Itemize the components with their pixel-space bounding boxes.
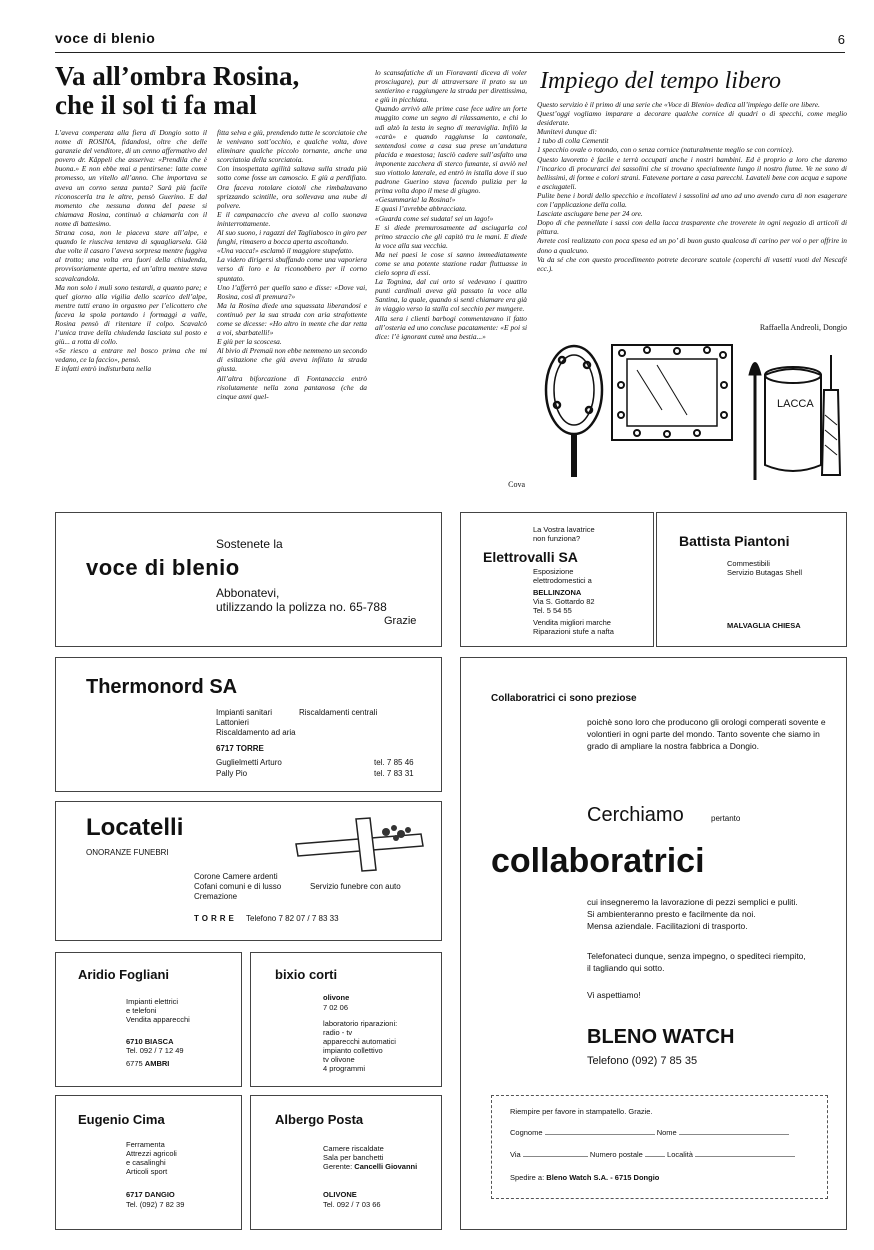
- ad-voce-brand: voce di blenio: [86, 555, 240, 580]
- paintbrush-icon: [749, 363, 761, 481]
- ad-bleno-watch: Collaboratrici ci sono preziose poichè sono loro che producono gli orologi comperati sovente e volontieri in ogni parte del mondo. Tanto sovente che siamo in grado di ampliare la nostra fabbrica a Dongio. Cerchiamo pertanto collaboratrici cui insegneremo la lavorazione di pezzi semplici e puliti. Si ambienteranno presto e facilmente da noi. Mensa aziendale. Facilitazioni di trasporto. Telefonateci dunque, senza impegno, o spediteci riempito, il tagliando qui sotto. Vi aspettiamo! BLENO WATCH Telefono (092) 7 85 35 Riempire per favore in stampatello. Grazie. Cognome Nome Via Numero postale Località Spedire a: Bleno Watch S.A. - 6715 Dongio: [460, 657, 847, 1230]
- hand-mirror-icon: [546, 346, 602, 477]
- ad-elettrovalli: La Vostra lavatrice non funziona? Elettrovalli SA Esposizione elettrodomestici a BELLINZONA Via S. Gottardo 82 Tel. 5 54 55 Vendita migliori marche Riparazioni stufe a nafta: [460, 512, 654, 647]
- craft-illustration: [537, 335, 847, 485]
- article-column-1: L’aveva comperata alla fiera di Dongio sotto il nome di ROSINA, fidandosi, oltre che delle garanzie del venditore, di un cenno affermativo del povero dr. Käppeli che asseriva: «Prendila che è buona.» E non ebbe mai a pentirsene: latte come promesso, un vitello all’anno. Che importava se aveva un corno senza punta? Sarà più facile riconoscerla tra le altre, pensò Guerino. E dal momento che nessuna donna del paese si chiamava Rosina, continuò a chiamarla con il nome di battesimo. Strana cosa, non le piaceva stare all’alpe, e quando le riusciva tentava di squagliarsela. Già due volte il casaro l’aveva sorpresa mentre fuggiva al trotto; una volta era fuori della chiudenda, provvisoriamente aperta, ed un’altra mentre stava scavalcandola. Ma non solo i muli sono testardi, a quanto pare; e quel giorno alla vigilia dello scarico dell’alpe, mentre tutti erano in orgasmo per l’elicottero che faceva la spola portando i formaggi a valle, Rosina pensò di ritentare il colpo. Scavalcò l’unica trave della chiudenda lasciata sul posto e giù... a rotta di collo. «Se riesco a entrare nel bosco prima che mi vedano, ce la faccio», pensò. E infatti entrò indisturbata nella: [55, 128, 207, 374]
- svg-text:LACCA: LACCA: [777, 398, 814, 410]
- ad-locatelli: Locatelli ONORANZE FUNEBRI Corone Camere ardenti Cofani comuni e di lusso Cremazione Servizio funebre con auto TORRE Telefono 7 82 07 / 7 83 33: [55, 801, 442, 941]
- street-field[interactable]: [523, 1156, 588, 1157]
- hobby-signature: Raffaella Andreoli, Dongio: [759, 323, 847, 332]
- ad-voce-di-blenio: Sostenete la voce di blenio Abbonatevi, utilizzando la polizza no. 65-788 Grazie: [55, 512, 442, 647]
- page-header: [55, 30, 845, 53]
- publication-name: voce di blenio: [55, 30, 156, 46]
- ad-piantoni: Battista Piantoni Commestibili Servizio Butagas Shell MALVAGLIA CHIESA: [656, 512, 847, 647]
- ad-fogliani: Aridio Fogliani Impianti elettrici e telefoni Vendita apparecchi 6710 BIASCA Tel. 092 / 7 12 49 6775 AMBRI: [55, 952, 242, 1087]
- ad-albergo-posta: Albergo Posta Camere riscaldate Sala per banchetti Gerente: Cancelli Giovanni OLIVONE Tel. 092 / 7 03 66: [250, 1095, 442, 1230]
- city-field[interactable]: [695, 1156, 795, 1157]
- article-column-2: fitta selva e giù, prendendo tutte le scorciatoie che le venivano sott’occhio, e qualche volta, dove eliminare qualche piccolo tornante, anche una scorciatoia della scorciatoia. Con insospettata agilità saltava sulla strada più sotto come fosse un camoscio. E giù a perdifiato. Ora faceva rotolare ciotoli che rimbalzavano sprizzando scintille, ora sollevava una nube di polvere. E il campanaccio che aveva al collo suonava ininterrottamente. Al suo suono, i ragazzi del Tagliabosco in giro per funghi, rimasero a bocca aperta ascoltando. «Una vacca!» esclamò il maggiore stupefatto. La videro dirigersi sbuffando come una vaporiera verso di loro e la riconobbero per il corno spuntato. Uno l’afferrò per quello sano e disse: «Dove vai, Rosina, così di premura?» Ma la Rosina diede una squassata liberandosi e continuò per la sua strada con aria strafottente come se dicesse: «Ho altro in mente che dar retta a voi, sbarbatelli!» E giù per la scoscesa. Al bivio di Premaü non ebbe nemmeno un secondo di esitazione che già aveva infilato la strada giusta. All’altra biforcazione di Fontanaccia entrò risolutamente nella zona pantanosa (che da cinque anni quel-: [217, 128, 367, 401]
- coupon-form: Riempire per favore in stampatello. Grazie. Cognome Nome Via Numero postale Località Spedire a: Bleno Watch S.A. - 6715 Dongio: [491, 1095, 828, 1199]
- ad-bixio-corti: bixio corti olivone 7 02 06 laboratorio riparazioni: radio - tv apparecchi automatici impianto collettivo tv olivone 4 programmi: [250, 952, 442, 1087]
- name-field[interactable]: [679, 1134, 789, 1135]
- bleno-watch-brand: BLENO WATCH: [587, 1026, 735, 1048]
- hobby-title: Impiego del tempo libero: [540, 68, 782, 94]
- lacquer-jar-icon: [765, 367, 821, 471]
- cross-flowers-icon: [286, 814, 431, 874]
- article-signature: Cova: [508, 480, 525, 489]
- glue-tube-icon: [822, 355, 840, 475]
- surname-field[interactable]: [545, 1134, 655, 1135]
- postcode-field[interactable]: [645, 1156, 665, 1157]
- article-column-3: lo scansafatiche di un Fioravanti diceva di voler prosciugare), pur di attraversare il prato su un sentierino e raggiungere la strada per direttissima, e giù in picchiata. Quando arrivò alle prime case fece udire un forte muggito come un segno di rilassamento, e chi lo udì alzò la testa in segno di meraviglia. Infilò la «carà» e quando raggiunse la cantonale, sentendosi come a casa sua prese un’andatura placida e maestosa; lasciò cadere sull’asfalto una imponente zacchera di sterco fumante, si avviò nel suo viottolo laterale, ed entrò in istalla dove il suo padrone Guerino stava facendo pulizia per la prima volta dopo il mese di giugno. «Gesummaria! la Rosina!» E quasi l’avrebbe abbracciata. «Guarda come sei sudata! sei un lago!» E si diede premurosamente ad asciugarla col primo straccio che gli capitò tra le mani. E diede la voce alla sua vecchia. Ma nei paesi le cose si sanno immediatamente come se una potente stazione radar fluttuasse in cielo sopra di essi. La Tognina, dal cui orto si vedevano i quattro punti cardinali aveva già passato la voce alla Santina, la quale, quando si sentì chiamare era già in viaggio verso la stalla col secchio per mungere. Alla sera i clienti barbogi commentavano il fatto all’osteria ed uno concluse pacatamente: «E poi si dice: l’è ignorant cumè una bestia...»: [375, 68, 527, 341]
- page-number: 6: [837, 32, 845, 47]
- hobby-body: Questo servizio è il primo di una serie che «Voce di Blenio» dedica all’impiego delle ore libere. Quest’oggi vogliamo imparare a decorare qualche cornice di quadri o di specchi, come meglio desiderate. Munitevi dunque di: 1 tubo di colla Cementit 1 specchio ovale o rotondo, con o senza cornice (naturalmente meglio se con cornice). Questo lavoretto è facile e terrà occupati anche i nostri bambini. Ed è proprio a loro che daremo l’incarico di procurarci dei sassolini che si trovano specialmente lungo il nostro fiume. Ve ne sono di bellissimi, di forme e colori strani. Fatevene portare a casa parecchi. Lavateli bene con acqua e sapone e asciugateli. Pulite bene i bordi dello specchio e incollatevi i sassolini ad uno ad uno avendo cura di non esagerare con l’applicazione della colla. Lasciate asciugare bene per 24 ore. Dopo di che pennellate i sassi con della lacca trasparente che troverete in ogni negozio di articoli di pittura. Avrete così realizzato con poca spesa ed un po’ di buon gusto qualcosa di carino per voi o per offrire in dono a qualcuno. Va da sé che con questo procedimento potrete decorare scatole (coperchi di vasetti vuoti del Nescafé ecc.).: [537, 100, 847, 273]
- picture-frame-icon: [612, 345, 732, 440]
- ad-thermonord: Thermonord SA Impianti sanitari Lattonieri Riscaldamento ad aria Riscaldamenti centrali 6717 TORRE Guglielmetti Arturo tel. 7 85 46 Pally Pio tel. 7 83 31: [55, 657, 442, 792]
- article-title: Va all’ombra Rosina, che il sol ti fa mal: [55, 61, 300, 120]
- ad-cima: Eugenio Cima Ferramenta Attrezzi agricoli e casalinghi Articoli sport 6717 DANGIO Tel. (092) 7 82 39: [55, 1095, 242, 1230]
